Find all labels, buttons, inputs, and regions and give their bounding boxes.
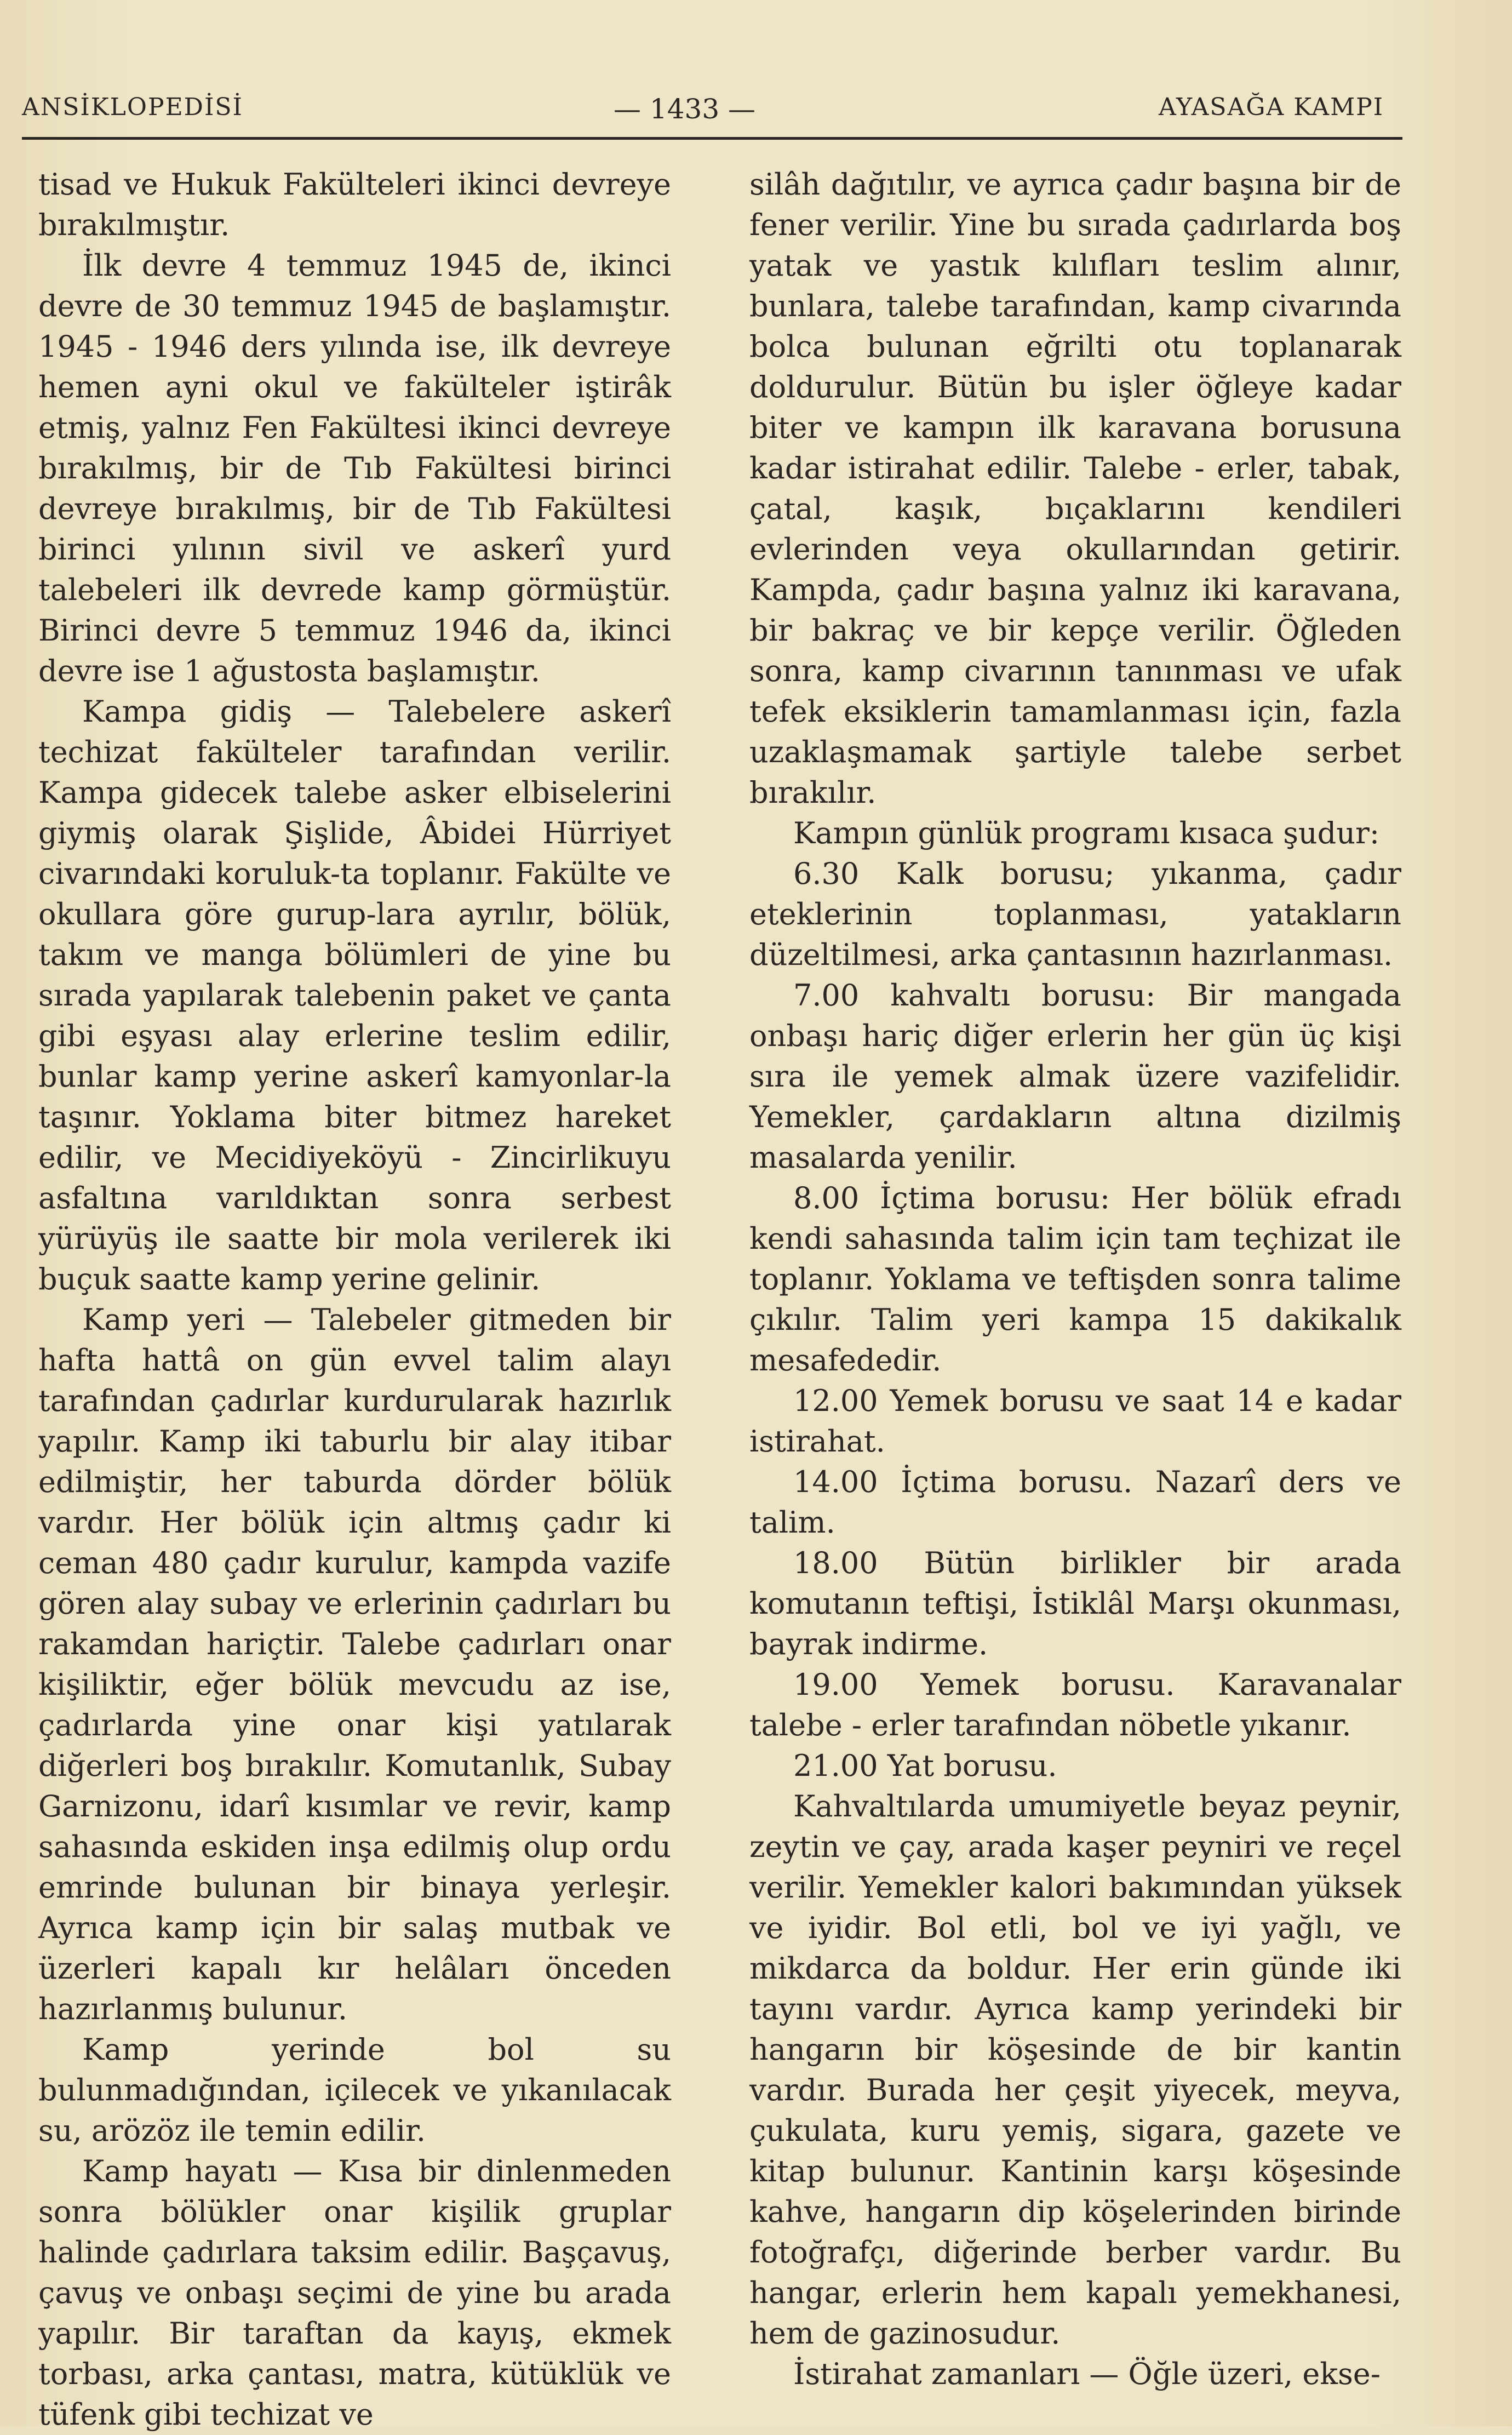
schedule-item: 18.00 Bütün birlikler bir arada komutanın teftişi, İstiklâl Marşı okunması, bayrak indirme. (749, 1546, 1401, 1661)
page-number: — 1433 — (614, 93, 756, 125)
paragraph: İlk devre 4 temmuz 1945 de, ikinci devre de 30 temmuz 1945 de başlamıştır. 1945 - 1946 ders yılında ise, ilk devreye hemen ayni okul ve fakülteler iştirâk etmiş, yalnız Fen Fakültesi ikinci devreye bırakılmış, bir de Tıb Fakültesi birinci devreye bırakılmış, bir de Tıb Fakültesi birinci yılının sivil ve askerî yurd talebeleri ilk devrede kamp görmüştür. Birinci devre 5 temmuz 1946 da, ikinci devre ise 1 ağustosta başlamıştır. (38, 248, 671, 688)
schedule-item: 21.00 Yat borusu. (793, 1748, 1057, 1783)
page-header (0, 82, 1512, 142)
paragraph: İstirahat zamanları — Öğle üzeri, ekse- (793, 2357, 1381, 2391)
paragraph: silâh dağıtılır, ve ayrıca çadır başına bir de fener verilir. Yine bu sırada çadırlarda boş yatak ve yastık kılıfları teslim alınır, bunlara, talebe tarafından, kamp civarında bolca bulunan eğrilti otu toplanarak doldurulur. Bütün bu işler öğleye kadar biter ve kampın ilk karavana borusuna kadar istirahat edilir. Talebe - erler, tabak, çatal, kaşık, bıçaklarını kendileri evlerinden veya okullarından getirir. Kampda, çadır başına yalnız iki karavana, bir bakraç ve bir kepçe verilir. Öğleden sonra, kamp civarının tanınması ve ufak tefek eksiklerin tamamlanması için, fazla uzaklaşmamak şartiyle talebe serbet bırakılır. (749, 167, 1401, 810)
schedule-item: 19.00 Yemek borusu. Karavanalar talebe - erler tarafından nöbetle yıkanır. (749, 1667, 1401, 1742)
paragraph: Kampın günlük programı kısaca şudur: (793, 816, 1380, 850)
paragraph: Kampa gidiş — Talebelere askerî techizat fakülteler tarafından verilir. Kampa gidecek talebe asker elbiselerini giymiş olarak Şişlide, Âbidei Hürriyet civarındaki koruluk-ta toplanır. Fakülte ve okullara göre gurup-lara ayrılır, bölük, takım ve manga bölümleri de yine bu sırada yapılarak talebenin paket ve çanta gibi eşyası alay erlerine teslim edilir, bunlar kamp yerine askerî kamyonlar-la taşınır. Yoklama biter bitmez hareket edilir, ve Mecidiyeköyü - Zincirlikuyu asfaltına varıldıktan sonra serbest yürüyüş ile saatte bir mola verilerek iki buçuk saatte kamp yerine gelinir. (38, 694, 671, 1296)
schedule-item: 8.00 İçtima borusu: Her bölük efradı kendi sahasında talim için tam teçhizat ile toplanır. Yoklama ve teftişden sonra talime çıkılır. Talim yeri kampa 15 dakikalık mesafededir. (749, 1181, 1401, 1377)
left-column (38, 164, 671, 2435)
schedule-item: 12.00 Yemek borusu ve saat 14 e kadar istirahat. (749, 1384, 1401, 1459)
paragraph: tisad ve Hukuk Fakülteleri ikinci devreye bırakılmıştır. (38, 167, 671, 242)
schedule-item: 6.30 Kalk borusu; yıkanma, çadır eteklerinin toplanması, yatakların düzeltilmesi, arka çantasının hazırlanması. (749, 856, 1401, 972)
paragraph: Kamp hayatı — Kısa bir dinlenmeden sonra bölükler onar kişilik gruplar halinde çadırlara taksim edilir. Başçavuş, çavuş ve onbaşı seçimi de yine bu arada yapılır. Bir taraftan da kayış, ekmek torbası, arka çantası, matra, kütüklük ve tüfenk gibi techizat ve (38, 2154, 671, 2432)
paragraph: Kamp yerinde bol su bulunmadığından, içilecek ve yıkanılacak su, arözöz ile temin edilir. (38, 2032, 671, 2148)
right-column (749, 164, 1401, 2394)
header-right-title: AYASAĞA KAMPI (1159, 93, 1384, 121)
header-rule (22, 137, 1402, 140)
paragraph: Kahvaltılarda umumiyetle beyaz peynir, zeytin ve çay, arada kaşer peyniri ve reçel verilir. Yemekler kalori bakımından yüksek ve iyidir. Bol etli, bol ve iyi yağlı, ve mikdarca da boldur. Her erin günde iki tayını vardır. Ayrıca kamp yerindeki bir hangarın bir köşesinde de bir kantin vardır. Burada her çeşit yiyecek, meyva, çukulata, kuru yemiş, sigara, gazete ve kitap bulunur. Kantinin karşı köşesinde kahve, hangarın dip köşelerinden birinde fotoğrafçı, diğerinde berber vardır. Bu hangar, erlerin hem kapalı yemekhanesi, hem de gazinosudur. (749, 1789, 1401, 2351)
paragraph: Kamp yeri — Talebeler gitmeden bir hafta hattâ on gün evvel talim alayı tarafından çadırlar kurdurularak hazırlık yapılır. Kamp iki taburlu bir alay itibar edilmiştir, her taburda dörder bölük vardır. Her bölük için altmış çadır ki ceman 480 çadır kurulur, kampda vazife gören alay subay ve erlerinin çadırları bu rakamdan hariçtir. Talebe çadırları onar kişiliktir, eğer bölük mevcudu az ise, çadırlarda yine onar kişi yatılarak diğerleri boş bırakılır. Komutanlık, Subay Garnizonu, idarî kısımlar ve revir, kamp sahasında eskiden inşa edilmiş olup ordu emrinde bulunan bir binaya yerleşir. Ayrıca kamp için bir salaş mutbak ve üzerleri kapalı kır helâları önceden hazırlanmış bulunur. (38, 1302, 671, 2026)
header-left-title: ANSİKLOPEDİSİ (22, 93, 243, 121)
schedule-item: 14.00 İçtima borusu. Nazarî ders ve talim. (749, 1465, 1401, 1540)
schedule-item: 7.00 kahvaltı borusu: Bir mangada onbaşı hariç diğer erlerin her gün üç kişi sıra ile yemek almak üzere vazifelidir. Yemekler, çardakların altına dizilmiş masalarda yenilir. (749, 978, 1401, 1175)
